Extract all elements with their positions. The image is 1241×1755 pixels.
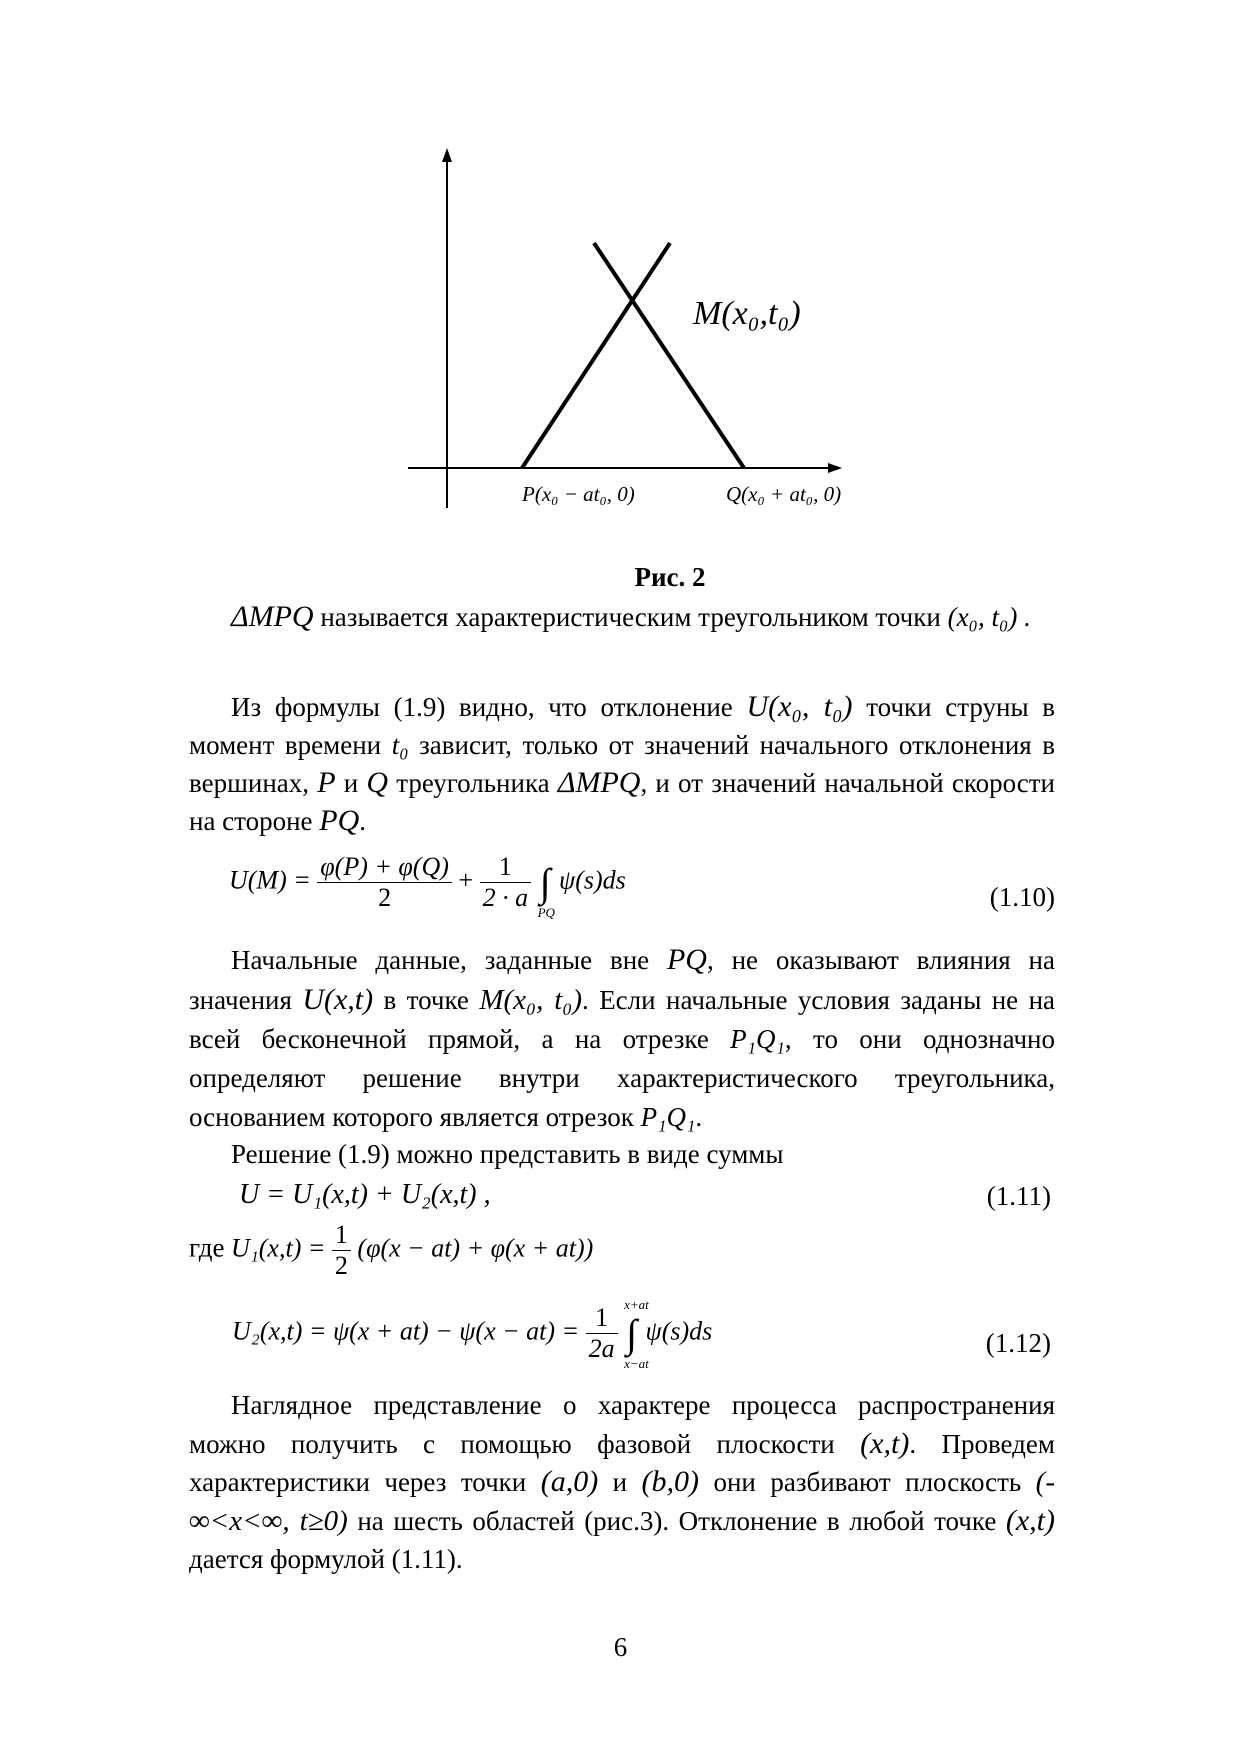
equation-1-11: U = U₁(x,t) + U₂(x,t) , xyxy=(239,1179,491,1210)
equation-number-1-12: (1.12) xyxy=(985,1328,1051,1358)
paragraph-5-part-2: . Проведем характеристики через точки xyxy=(189,1428,1055,1497)
paragraph-5-part-3: они разбивают плоскость xyxy=(713,1467,1022,1497)
paragraph-3-part-5: , то они однозначно определяют решение внутри характеристического треугольника, основанием которого является отрезок xyxy=(189,1024,1055,1132)
figure-caption: Рис. 2 xyxy=(634,562,706,592)
side-PQ: PQ xyxy=(319,804,360,837)
paragraph-3-part-2: , не оказывают влияния на значения xyxy=(189,945,1055,1015)
paragraph-2-part-2: точки струны в момент времени xyxy=(189,692,1056,760)
paragraph-2-part-1: Из формулы (1.9) видно, что отклонение xyxy=(231,692,733,722)
vertex-Q: Q xyxy=(366,766,389,799)
paragraph-5-part-1: Наглядное представление о характере процесса распространения можно получить с помощью фазовой плоскости xyxy=(189,1390,1055,1459)
eq-U1-lhs: U₁(x,t) = xyxy=(230,1233,326,1263)
eq-1-12-denominator: 2a xyxy=(588,1334,615,1363)
paragraph-3-part-3: в точке xyxy=(383,985,469,1015)
time-t0: t₀ xyxy=(391,730,409,760)
paragraph-1 xyxy=(189,598,1055,637)
point-b0: (b,0) xyxy=(641,1465,700,1498)
eq-1-12-numerator: 1 xyxy=(586,1303,618,1334)
paragraph-2-part-4: треугольника xyxy=(396,768,550,798)
paragraph-4: Решение (1.9) можно представить в виде суммы xyxy=(231,1139,784,1169)
paragraph-1-text: называется характеристическим треугольником точки xyxy=(320,602,941,632)
point-M: M(x₀, t₀) xyxy=(479,984,583,1016)
triangle-symbol-2: ΔMPQ xyxy=(557,766,641,799)
eq-1-10-lhs: U(M) = xyxy=(229,865,311,895)
paragraph-2-part-5: , и от значений начальной скорости на стороне xyxy=(189,768,1055,836)
paragraph-3 xyxy=(189,940,1055,1137)
deflection-Uxt: U(x,t) xyxy=(302,983,374,1016)
point-a0: (a,0) xyxy=(540,1465,599,1498)
point-x0t0: (x₀, t₀) . xyxy=(947,602,1031,632)
eq-1-10-denominator-1: 2 xyxy=(378,883,392,912)
eq-1-12-integrand: ψ(s)ds xyxy=(645,1316,713,1346)
label-P: P(x₀ − at₀, 0) xyxy=(522,482,635,506)
integral-lower-limit: PQ xyxy=(537,904,555,920)
eq-U1-denominator: 2 xyxy=(334,1251,348,1280)
eq-U1-rhs: (φ(x − at) + φ(x + at)) xyxy=(357,1233,594,1263)
integral-sign: ∫ PQ xyxy=(537,859,555,920)
paragraph-2-part-3: зависит, только от значений начального отклонения в вершинах, xyxy=(189,730,1056,798)
paragraph-5 xyxy=(189,1386,1055,1579)
period-2: . xyxy=(695,1102,703,1132)
eq-1-10-numerator-2: 1 xyxy=(480,852,532,883)
eq-1-10-integrand: ψ(s)ds xyxy=(559,865,626,895)
conjunction: и xyxy=(343,768,359,798)
eq-U1-numerator: 1 xyxy=(332,1220,351,1251)
integral-upper-limit: x+at xyxy=(624,1296,649,1312)
paragraph-5-part-5: дается формулой (1.11). xyxy=(189,1544,463,1574)
paragraph-2 xyxy=(189,688,1055,840)
equation-1-10 xyxy=(229,852,626,920)
page-number: 6 xyxy=(613,1632,628,1662)
paragraph-3-part-4: . Если начальные условия заданы не на всей бесконечной прямой, а на отрезке xyxy=(189,985,1055,1054)
characteristic-line-left xyxy=(522,243,670,468)
eq-U1-fraction xyxy=(332,1220,351,1281)
segment-P1Q1: P₁Q₁ xyxy=(730,1024,785,1054)
conjunction-2: и xyxy=(612,1467,628,1497)
eq-1-12-fraction xyxy=(586,1303,618,1364)
t-axis-arrow xyxy=(442,148,452,162)
eq-1-10-denominator-2: 2 · a xyxy=(482,883,529,912)
period: . xyxy=(359,806,367,836)
paragraph-3-part-1: Начальные данные, заданные вне xyxy=(231,945,650,975)
equation-number-1-11: (1.11) xyxy=(986,1181,1051,1211)
characteristic-triangle-figure xyxy=(0,0,1241,520)
eq-1-10-fraction-2 xyxy=(480,852,532,913)
equation-number-1-10: (1.10) xyxy=(989,882,1055,912)
integral-lower-limit-2: x−at xyxy=(624,1355,649,1371)
eq-1-10-fraction-1 xyxy=(317,852,452,913)
equation-U1 xyxy=(189,1220,593,1281)
segment-P1Q1-2: P₁Q₁ xyxy=(640,1102,696,1132)
side-PQ-2: PQ xyxy=(666,943,707,976)
label-Q: Q(x₀ + at₀, 0) xyxy=(726,482,842,506)
paragraph-5-part-4: на шесть областей (рис.3). Отклонение в любой точке xyxy=(357,1505,997,1536)
equation-1-12 xyxy=(232,1296,713,1371)
eq-1-12-lhs: U₂(x,t) = ψ(x + at) − ψ(x − at) = xyxy=(232,1316,580,1346)
eq-1-10-numerator-1: φ(P) + φ(Q) xyxy=(317,852,452,883)
integral-sign-2: ∫ x+at x−at xyxy=(624,1296,649,1371)
phase-plane-xt: (x,t) xyxy=(860,1426,910,1460)
where-word: где xyxy=(189,1232,225,1263)
x-axis-arrow xyxy=(828,463,842,473)
plane-range: (-∞<x<∞, t≥0) xyxy=(189,1466,1055,1537)
vertex-P: P xyxy=(317,766,336,799)
point-xt: (x,t) xyxy=(1005,1503,1056,1537)
label-M: M(x₀,t₀) xyxy=(693,295,801,332)
deflection-symbol: U(x₀, t₀) xyxy=(746,690,853,723)
triangle-symbol: ΔMPQ xyxy=(231,600,314,633)
characteristic-line-right xyxy=(594,243,744,468)
eq-1-10-plus: + xyxy=(458,865,474,895)
